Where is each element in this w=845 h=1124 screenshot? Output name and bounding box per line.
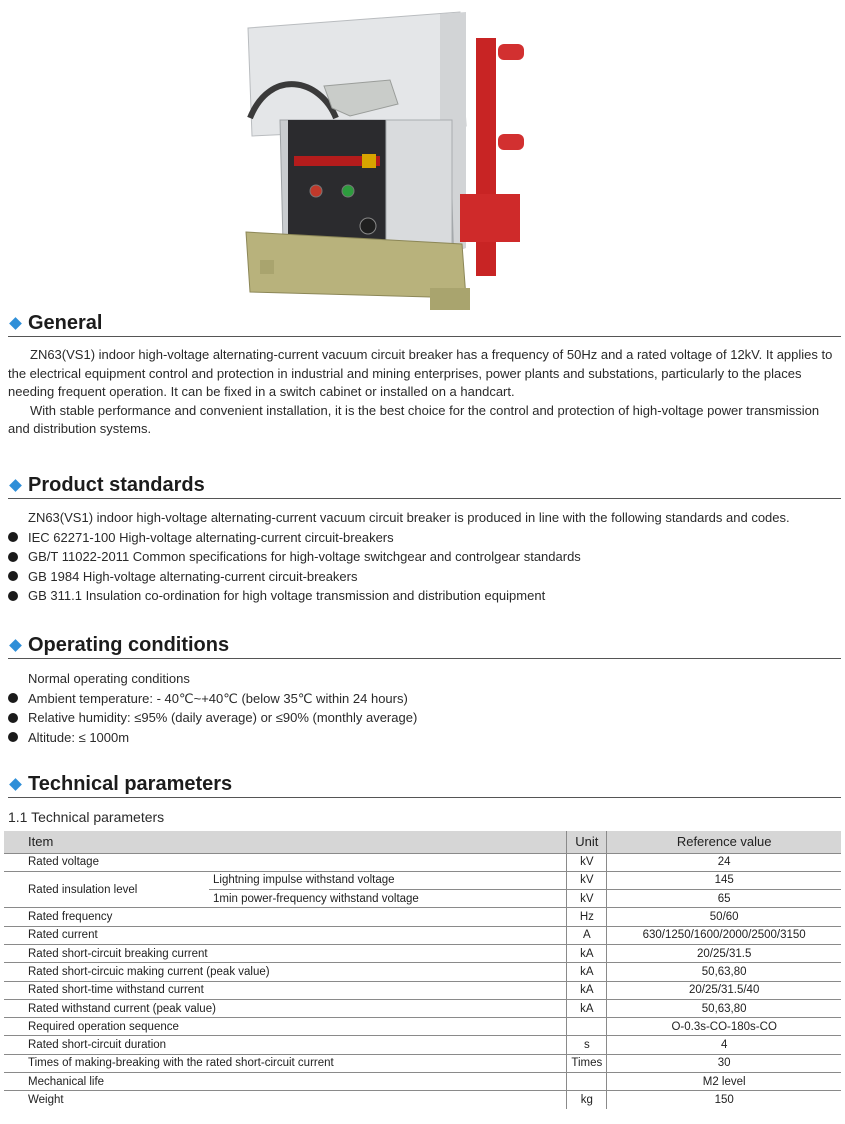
condition-text: Altitude: ≤ 1000m xyxy=(28,729,130,745)
cell-item: Rated short-time withstand current xyxy=(4,981,567,999)
cell-unit xyxy=(567,1018,607,1036)
cell-unit: A xyxy=(567,926,607,944)
diamond-bullet-icon xyxy=(9,317,22,330)
cell-value: 4 xyxy=(607,1036,841,1054)
cell-unit: Times xyxy=(567,1054,607,1072)
header-value: Reference value xyxy=(607,831,841,853)
bullet-dot-icon xyxy=(8,591,18,601)
diamond-bullet-icon xyxy=(9,639,22,652)
conditions-list xyxy=(8,689,841,748)
bullet-dot-icon xyxy=(8,693,18,703)
table-row xyxy=(4,1091,841,1109)
cell-value: 630/1250/1600/2000/2500/3150 xyxy=(607,926,841,944)
list-item xyxy=(8,708,841,728)
table-row xyxy=(4,1073,841,1091)
cell-item: Required operation sequence xyxy=(4,1018,567,1036)
cell-unit xyxy=(567,1073,607,1091)
general-paragraph-2: With stable performance and convenient installation, it is the best choice for the control and protection of high-voltage power transmission and distribution systems. xyxy=(8,402,820,436)
standard-text: IEC 62271-100 High-voltage alternating-current circuit-breakers xyxy=(28,529,394,545)
header-item: Item xyxy=(4,831,567,853)
condition-text: Relative humidity: ≤95% (daily average) or ≤90% (monthly average) xyxy=(28,710,418,725)
standards-title: Product standards xyxy=(28,474,205,496)
cell-value: 150 xyxy=(714,1094,734,1107)
cell-value: 20/25/31.5/40 xyxy=(607,981,841,999)
cell-value: 50/60 xyxy=(607,908,841,926)
bullet-dot-icon xyxy=(8,713,18,723)
cell-item: Mechanical life xyxy=(4,1073,567,1091)
cell-unit: kA xyxy=(567,963,607,981)
list-item xyxy=(8,728,841,748)
table-row xyxy=(4,963,841,981)
bullet-dot-icon xyxy=(8,552,18,562)
cell-value: 30 xyxy=(607,1054,841,1072)
conditions-title: Operating conditions xyxy=(28,634,230,656)
table-row xyxy=(4,1018,841,1036)
cell-unit: kV xyxy=(567,890,607,908)
cell-unit: Hz xyxy=(567,908,607,926)
general-heading xyxy=(8,311,841,337)
cell-item: Rated voltage xyxy=(4,853,567,871)
table-row xyxy=(4,999,841,1017)
list-item xyxy=(8,689,841,709)
cell-unit: kV xyxy=(567,871,607,889)
header-unit: Unit xyxy=(567,831,607,853)
standard-text: GB 311.1 Insulation co-ordination for high voltage transmission and distribution equipment xyxy=(28,588,546,603)
list-item xyxy=(8,586,841,606)
cell-unit: s xyxy=(567,1036,607,1054)
table-row xyxy=(4,853,841,871)
cell-item: Rated current xyxy=(4,926,567,944)
cell-subitem: Lightning impulse withstand voltage xyxy=(209,871,567,889)
table-row xyxy=(4,908,841,926)
list-item xyxy=(8,528,841,548)
cell-value: 65 xyxy=(607,890,841,908)
standard-text: GB 1984 High-voltage alternating-current circuit-breakers xyxy=(28,568,358,584)
standard-text: GB/T 11022-2011 Common specifications for high-voltage switchgear and controlgear standards xyxy=(28,549,581,564)
technical-subtitle: 1.1 Technical parameters xyxy=(8,809,165,825)
table-row xyxy=(4,1054,841,1072)
cell-unit: kV xyxy=(567,853,607,871)
cell-item: Rated short-circuit duration xyxy=(4,1036,567,1054)
cell-unit: kA xyxy=(567,944,607,962)
table-header-row xyxy=(4,831,841,853)
general-paragraph-1: ZN63(VS1) indoor high-voltage alternating-current vacuum circuit breaker has a frequency of 50Hz and a rated voltage of 12kV. It applies to the electrical equipment control and protection in industrial and mining enterprises, power plants and substations, particularly to the places needing frequent operation. It can be fixed in a switch cabinet or installed on a handcart. xyxy=(8,347,833,399)
parameters-table xyxy=(4,831,841,1109)
cell-item: Rated insulation level xyxy=(4,871,209,908)
cell-item: Rated frequency xyxy=(4,908,567,926)
cell-item: Rated withstand current (peak value) xyxy=(4,999,567,1017)
list-item xyxy=(8,567,841,587)
cell-value: 145 xyxy=(607,871,841,889)
cell-unit: kA xyxy=(567,981,607,999)
technical-heading xyxy=(8,772,841,798)
cell-item: Weight xyxy=(28,1094,64,1107)
cell-value: 50,63,80 xyxy=(607,963,841,981)
conditions-heading xyxy=(8,633,841,659)
standards-heading xyxy=(8,473,841,499)
general-title: General xyxy=(28,312,103,334)
cell-value: M2 level xyxy=(607,1073,841,1091)
cell-value: 50,63,80 xyxy=(607,999,841,1017)
diamond-bullet-icon xyxy=(9,778,22,791)
standards-intro: ZN63(VS1) indoor high-voltage alternating-current vacuum circuit breaker is produced in line with the following standards and codes. xyxy=(28,510,790,525)
table-row xyxy=(4,926,841,944)
product-photo xyxy=(240,8,570,320)
standards-section xyxy=(8,473,841,606)
bullet-dot-icon xyxy=(8,571,18,581)
cell-value: 20/25/31.5 xyxy=(607,944,841,962)
table-row xyxy=(4,1036,841,1054)
condition-text: Ambient temperature: - 40℃~+40℃ (below 35℃ within 24 hours) xyxy=(28,690,408,706)
conditions-section xyxy=(8,633,841,747)
bullet-dot-icon xyxy=(8,532,18,542)
table-row xyxy=(4,944,841,962)
list-item xyxy=(8,547,841,567)
cell-item: Rated short-circuic making current (peak value) xyxy=(4,963,567,981)
diamond-bullet-icon xyxy=(9,479,22,492)
table-row xyxy=(4,871,841,889)
cell-unit: kg xyxy=(567,1091,607,1109)
technical-title: Technical parameters xyxy=(28,773,233,795)
technical-section xyxy=(8,772,841,798)
cell-value: 24 xyxy=(607,853,841,871)
bullet-dot-icon xyxy=(8,732,18,742)
table-row xyxy=(4,981,841,999)
conditions-intro: Normal operating conditions xyxy=(28,671,190,686)
cell-unit: kA xyxy=(567,999,607,1017)
general-section xyxy=(8,311,841,439)
cell-item: Times of making-breaking with the rated short-circuit current xyxy=(4,1054,567,1072)
cell-value: O-0.3s-CO-180s-CO xyxy=(607,1018,841,1036)
cell-subitem: 1min power-frequency withstand voltage xyxy=(209,890,567,908)
standards-list xyxy=(8,528,841,606)
cell-item: Rated short-circuit breaking current xyxy=(4,944,567,962)
